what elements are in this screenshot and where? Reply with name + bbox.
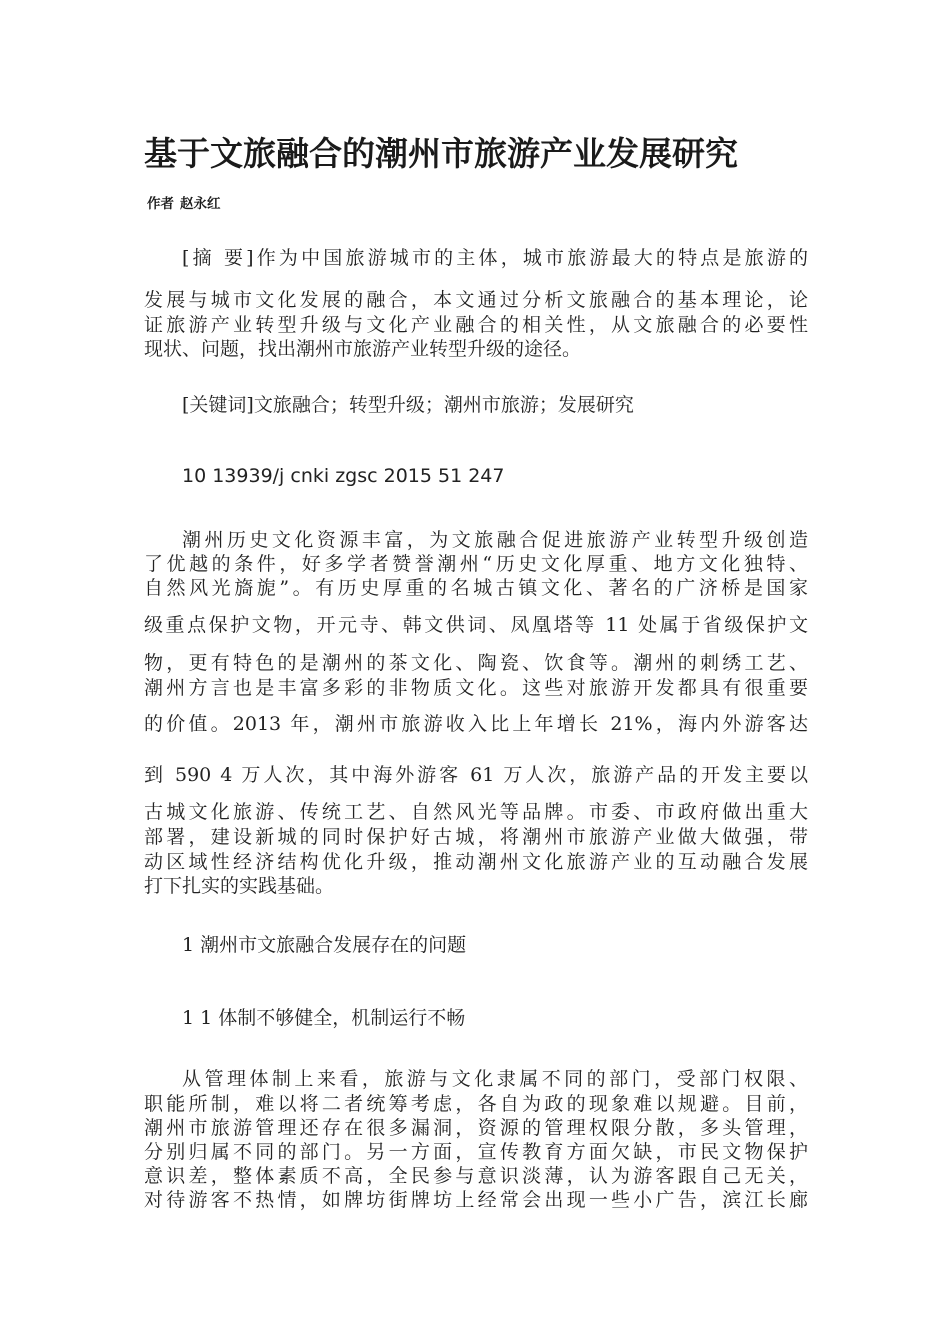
- abstract-line: [摘 要]作为中国旅游城市的主体，城市旅游最大的特点是旅游的: [182, 247, 808, 269]
- paragraph-line: 职能所制，难以将二者统筹考虑，各自为政的现象难以规避。目前，: [144, 1093, 808, 1115]
- paragraph-line: 自然风光旖旎”。有历史厚重的名城古镇文化、著名的广济桥是国家: [144, 577, 808, 599]
- paragraph-line: 到 590 4 万人次，其中海外游客 61 万人次，旅游产品的开发主要以: [144, 764, 808, 786]
- paragraph-line: 意识差，整体素质不高，全民参与意识淡薄，认为游客跟自己无关，: [144, 1165, 808, 1187]
- paragraph-line: 潮州方言也是丰富多彩的非物质文化。这些对旅游开发都具有很重要: [144, 677, 808, 699]
- paragraph-line: 动区域性经济结构优化升级，推动潮州文化旅游产业的互动融合发展: [144, 851, 808, 873]
- subsection-heading: 1 1 体制不够健全，机制运行不畅: [182, 1007, 466, 1029]
- abstract-line: 发展与城市文化发展的融合，本文通过分析文旅融合的基本理论，论: [144, 289, 808, 311]
- abstract-line: 现状、问题，找出潮州市旅游产业转型升级的途径。: [144, 338, 582, 360]
- section-heading: 1 潮州市文旅融合发展存在的问题: [182, 934, 467, 956]
- article-title: 基于文旅融合的潮州市旅游产业发展研究: [144, 134, 738, 173]
- paragraph-line: 潮州市旅游管理还存在很多漏洞，资源的管理权限分散，多头管理，: [144, 1117, 808, 1139]
- paragraph-line: 打下扎实的实践基础。: [144, 875, 335, 897]
- paragraph-line: 物，更有特色的是潮州的茶文化、陶瓷、饮食等。潮州的刺绣工艺、: [144, 652, 808, 674]
- paragraph-line: 的价值。2013 年，潮州市旅游收入比上年增长 21%，海内外游客达: [144, 713, 808, 735]
- paragraph-line: 级重点保护文物，开元寺、韩文供词、凤凰塔等 11 处属于省级保护文: [144, 614, 808, 636]
- author-line: [147, 193, 221, 215]
- keywords: [关键词]文旅融合；转型升级；潮州市旅游；发展研究: [182, 394, 634, 416]
- abstract-line: 证旅游产业转型升级与文化产业融合的相关性，从文旅融合的必要性: [144, 314, 808, 336]
- paragraph-line: 部署，建设新城的同时保护好古城，将潮州市旅游产业做大做强，带: [144, 826, 808, 848]
- doi: 10 13939/j cnki zgsc 2015 51 247: [182, 465, 505, 487]
- paragraph-line: 对待游客不热情，如牌坊街牌坊上经常会出现一些小广告，滨江长廊: [144, 1189, 808, 1211]
- author-name: 赵永红: [180, 196, 221, 212]
- paragraph-line: 从管理体制上来看，旅游与文化隶属不同的部门，受部门权限、: [182, 1068, 808, 1090]
- paragraph-line: 潮州历史文化资源丰富，为文旅融合促进旅游产业转型升级创造: [182, 529, 808, 551]
- paragraph-line: 古城文化旅游、传统工艺、自然风光等品牌。市委、市政府做出重大: [144, 801, 808, 823]
- paragraph-line: 分别归属不同的部门。另一方面，宣传教育方面欠缺，市民文物保护: [144, 1141, 808, 1163]
- paragraph-line: 了优越的条件，好多学者赞誉潮州“历史文化厚重、地方文化独特、: [144, 553, 808, 575]
- author-label: 作者: [147, 196, 174, 212]
